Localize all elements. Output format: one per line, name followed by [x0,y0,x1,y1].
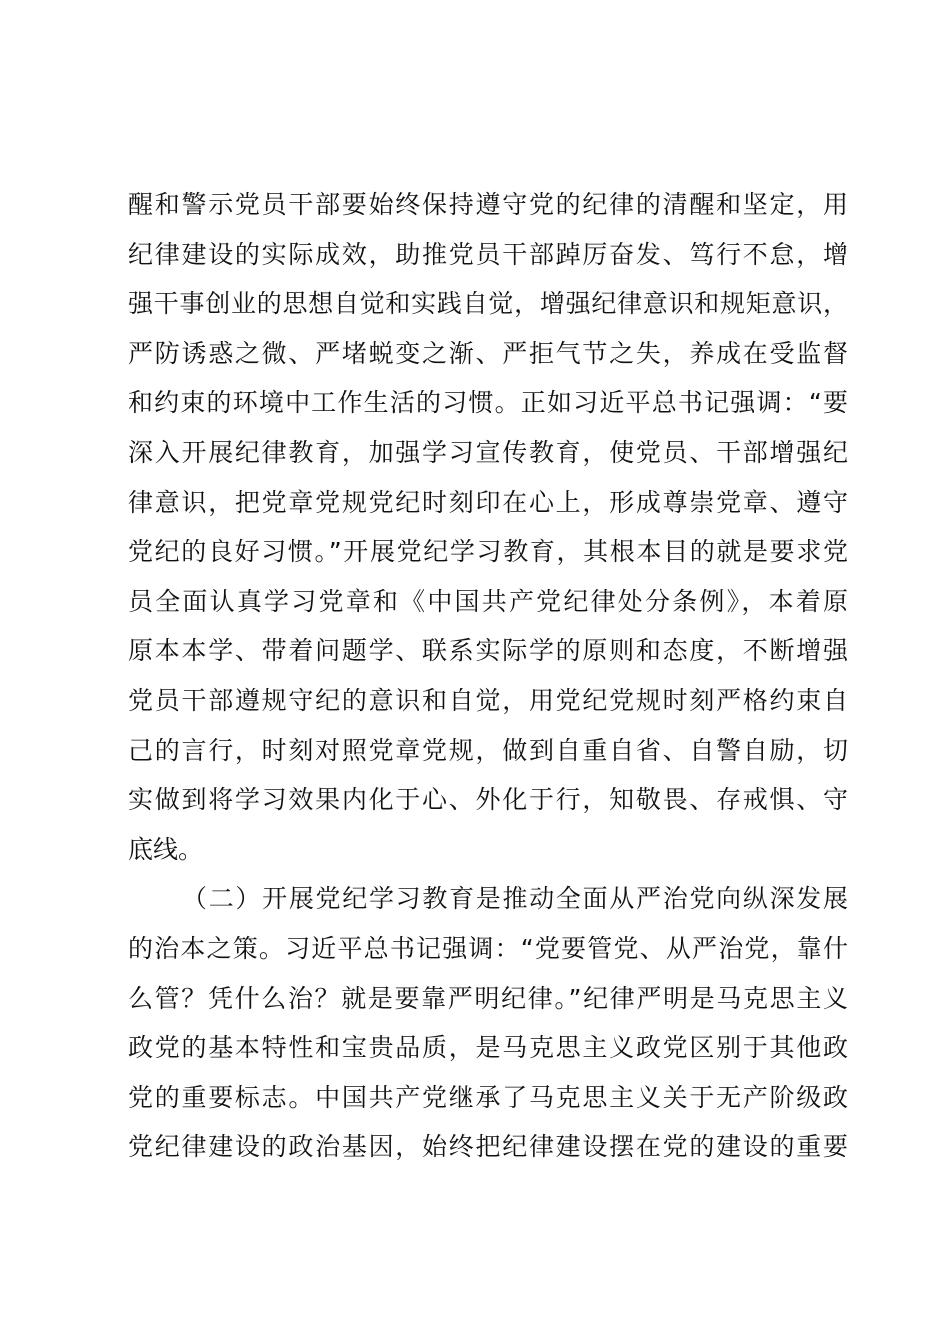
text-line: 底线。 [128,834,204,864]
text-line: 律意识，把党章党规党纪时刻印在心上，形成尊崇党章、遵守 [128,487,848,517]
text-line: 实做到将学习效果内化于心、外化于行，知敬畏、存戒惧、守 [128,785,848,815]
paragraph-1 [128,180,848,874]
text-line: 党纪律建设的政治基因，始终把纪律建设摆在党的建设的重要 [128,1132,848,1162]
text-line: 和约束的环境中工作生活的习惯。正如习近平总书记强调：“要 [128,388,848,418]
text-line: 的治本之策。习近平总书记强调：“党要管党、从严治党，靠什 [128,933,848,963]
text-line: 党的重要标志。中国共产党继承了马克思主义关于无产阶级政 [128,1082,848,1112]
text-line: 纪律建设的实际成效，助推党员干部踔厉奋发、笃行不怠，增 [128,239,848,269]
text-line: 原本本学、带着问题学、联系实际学的原则和态度，不断增强 [128,636,848,666]
text-line: 严防诱惑之微、严堵蜕变之渐、严拒气节之失，养成在受监督 [128,338,848,368]
body-text [128,180,848,1172]
text-line: 政党的基本特性和宝贵品质，是马克思主义政党区别于其他政 [128,1033,848,1063]
text-line: 么管？凭什么治？就是要靠严明纪律。”纪律严明是马克思主义 [128,983,848,1013]
text-line: 党员干部遵规守纪的意识和自觉，用党纪党规时刻严格约束自 [128,685,848,715]
text-line: 强干事创业的思想自觉和实践自觉，增强纪律意识和规矩意识， [128,289,848,319]
text-line: 深入开展纪律教育，加强学习宣传教育，使党员、干部增强纪 [128,437,848,467]
text-line: （二）开展党纪学习教育是推动全面从严治党向纵深发展 [182,884,848,914]
text-line: 己的言行，时刻对照党章党规，做到自重自省、自警自励，切 [128,735,848,765]
text-line: 员全面认真学习党章和《中国共产党纪律处分条例》，本着原 [128,586,848,616]
text-line: 党纪的良好习惯。”开展党纪学习教育，其根本目的就是要求党 [128,537,848,567]
paragraph-2 [128,874,848,1172]
text-line: 醒和警示党员干部要始终保持遵守党的纪律的清醒和坚定，用 [128,190,848,219]
